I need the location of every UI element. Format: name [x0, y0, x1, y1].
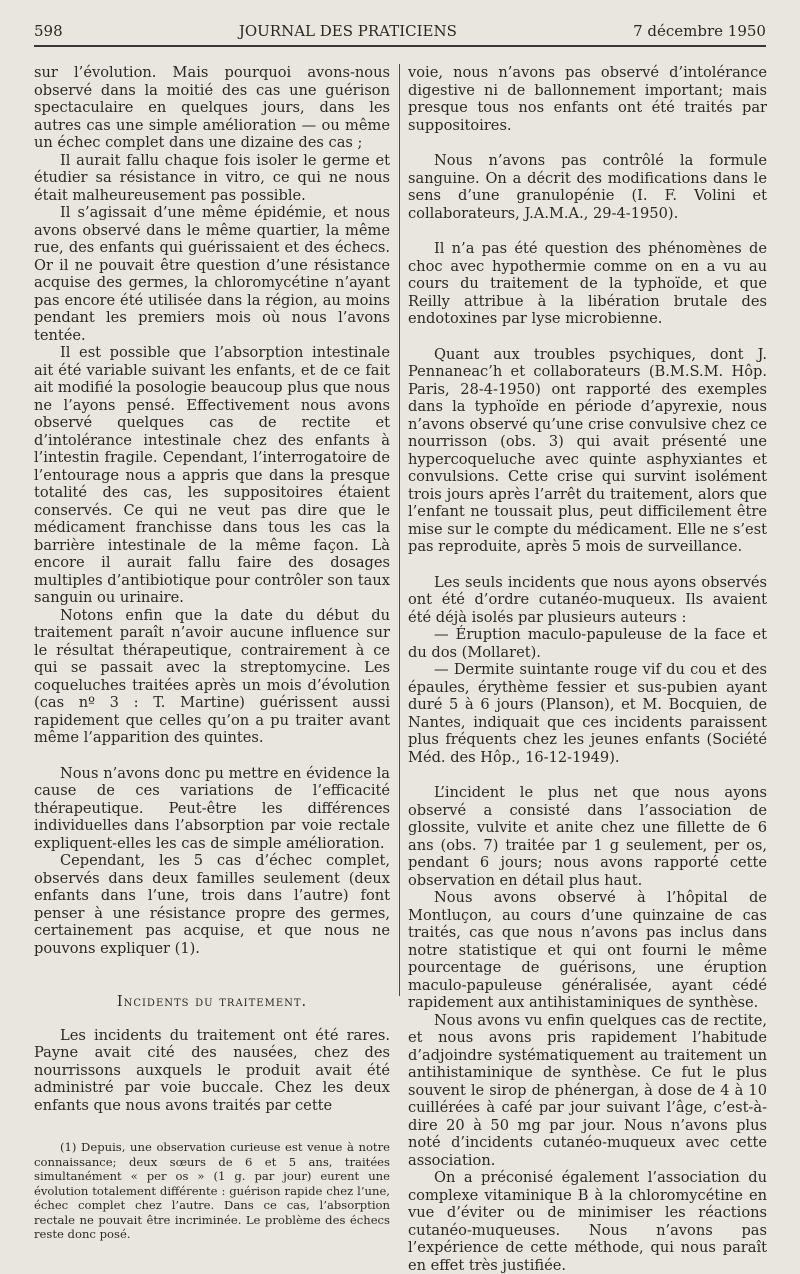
paragraph: Les incidents du traitement ont été rares. Payne avait cité des nausées, chez des nourrissons auxquels le produit avait été administré par voie buccale. Chez les deux enfants que nous avons traités par cette	[34, 1026, 390, 1114]
paragraph: Il n’a pas été question des phénomènes de choc avec hypothermie comme on en a vu au cours du traitement de la typhoïde, et que Reilly attribue à la libération brutale des endotoxines par lyse microbienne.	[408, 240, 767, 327]
header-rule	[34, 45, 766, 47]
paragraph: Cependant, les 5 cas d’échec complet, observés dans deux familles seulement (deux enfants dans l’une, trois dans l’autre) font penser à une résistance propre des germes, certainement pas acquise, et que nous ne pouvons expliquer (1).	[34, 852, 390, 957]
footnote: (1) Depuis, une observation curieuse est venue à notre connaissance; deux sœurs de 6 et 5 ans, traitées simultanément « per os » (1 g. par jour) eurent une évolution totalement différente : guérison rapide chez l’une, échec complet chez l’autre. Dans ce cas, l’absorption rectale ne pouvait être incriminée. Le problème des échecs reste donc posé.	[34, 1140, 390, 1241]
issue-date: 7 décembre 1950	[633, 22, 766, 40]
paragraph: L’incident le plus net que nous ayons observé a consisté dans l’association de glossite, vulvite et anite chez une fillette de 6 ans (obs. 7) traitée par 1 g seulement, per os, pendant 6 jours; nous avons rapporté cette observation en détail plus haut.	[408, 784, 767, 889]
paragraph: Nous avons vu enfin quelques cas de rectite, et nous avons pris rapidement l’habitude d’adjoindre systématiquement au traitement un antihistaminique de synthèse. Ce fut le plus souvent le sirop de phénergan, à dose de 4 à 10 cuillérées à café par jour suivant l’âge, c’est-à-dire 20 à 50 mg par jour. Nous n’avons plus noté d’incidents cutanéo-muqueux avec cette association.	[408, 1011, 767, 1169]
paragraph: Il s’agissait d’une même épidémie, et nous avons observé dans le même quartier, la même rue, des enfants qui guérissaient et des échecs. Or il ne pouvait être question d’une résistance acquise des germes, la chloromycétine n’ayant pas encore été utilisée dans la région, au moins pendant les premiers mois où nous l’avons tentée.	[34, 204, 390, 344]
running-header	[34, 22, 766, 44]
paragraph: Les seuls incidents que nous ayons observés ont été d’ordre cutanéo-muqueux. Ils avaient été déjà isolés par plusieurs auteurs :	[408, 573, 767, 626]
paragraph: voie, nous n’avons pas observé d’intolérance digestive ni de ballonnement important; mais presque tous nos enfants ont été traités par suppositoires.	[408, 64, 767, 134]
list-item: — Éruption maculo-papuleuse de la face et du dos (Mollaret).	[408, 626, 767, 661]
paragraph: Nous avons observé à l’hôpital de Montluçon, au cours d’une quinzaine de cas traités, cas que nous n’avons pas inclus dans notre statistique et qui ont fourni le même pourcentage de guérisons, une éruption maculo-papuleuse généralisée, ayant cédé rapidement aux antihistaminiques de synthèse.	[408, 889, 767, 1011]
right-column	[408, 64, 767, 1274]
paragraph: Nous n’avons pas contrôlé la formule sanguine. On a décrit des modifications dans le sens d’une granulopénie (I. F. Volini et collaborateurs, J.A.M.A., 29-4-1950).	[408, 152, 767, 222]
section-heading: Incidents du traitement.	[116, 993, 308, 1010]
paragraph: Nous n’avons donc pu mettre en évidence la cause de ces variations de l’efficacité thérapeutique. Peut-être les différences individuelles dans l’absorption par voie rectale expliquent-elles les cas de simple amélioration.	[34, 764, 390, 852]
journal-title: JOURNAL DES PRATICIENS	[238, 22, 457, 40]
paragraph: sur l’évolution. Mais pourquoi avons-nous observé dans la moitié des cas une guérison spectaculaire en quelques jours, dans les autres cas une simple amélioration — ou même un échec complet dans une dizaine des cas ;	[34, 64, 390, 151]
paragraph: Quant aux troubles psychiques, dont J. Pennaneac’h et collaborateurs (B.M.S.M. Hôp. Paris, 28-4-1950) ont rapporté des exemples dans la typhoïde en période d’apyrexie, nous n’avons observé qu’une crise convulsive chez ce nourrisson (obs. 3) qui avait présenté une hypercoqueluche avec quinte asphyxiantes et convulsions. Cette crise qui survint isolément trois jours après l’arrêt du traitement, alors que l’enfant ne toussait plus, peut difficilement être mise sur le compte du médicament. Elle ne s’est pas reproduite, après 5 mois de surveillance.	[408, 345, 767, 555]
left-column	[34, 64, 390, 1242]
paragraph: Il aurait fallu chaque fois isoler le germe et étudier sa résistance in vitro, ce qui ne nous était malheureusement pas possible.	[34, 151, 390, 204]
paragraph: Il est possible que l’absorption intestinale ait été variable suivant les enfants, et de ce fait ait modifié la posologie beaucoup plus que nous ne l’ayons pensé. Effectivement nous avons observé quelques cas de rectite et d’intolérance intestinale chez des enfants à l’intestin fragile. Cependant, l’interrogatoire de l’entourage nous a appris que dans la presque totalité des cas, les suppositoires étaient conservés. Ce qui ne veut pas dire que le médicament franchisse dans tous les cas la barrière intestinale de la même façon. Là encore il aurait fallu faire des dosages multiples d’antibiotique pour contrôler son taux sanguin ou urinaire.	[34, 344, 390, 606]
paragraph: On a préconisé également l’association du complexe vitaminique B à la chloromycétine en vue d’éviter ou de minimiser les réactions cutanéo-muqueuses. Nous n’avons pas l’expérience de cette méthode, qui nous paraît en effet très justifiée.	[408, 1169, 767, 1274]
page-number: 598	[34, 22, 63, 40]
column-rule	[399, 64, 400, 996]
paragraph: Notons enfin que la date du début du traitement paraît n’avoir aucune influence sur le résultat thérapeutique, contrairement à ce qui se passait avec la streptomycine. Les coqueluches traitées après un mois d’évolution (cas nº 3 : T. Martine) guérissent aussi rapidement que celles qu’on a pu traiter avant même l’apparition des quintes.	[34, 606, 390, 746]
list-item: — Dermite suintante rouge vif du cou et des épaules, érythème fessier et sus-pubien ayant duré 5 à 6 jours (Planson), et M. Bocquien, de Nantes, indiquait que ces incidents paraissent plus fréquents chez les jeunes enfants (Société Méd. des Hôp., 16-12-1949).	[408, 661, 767, 766]
